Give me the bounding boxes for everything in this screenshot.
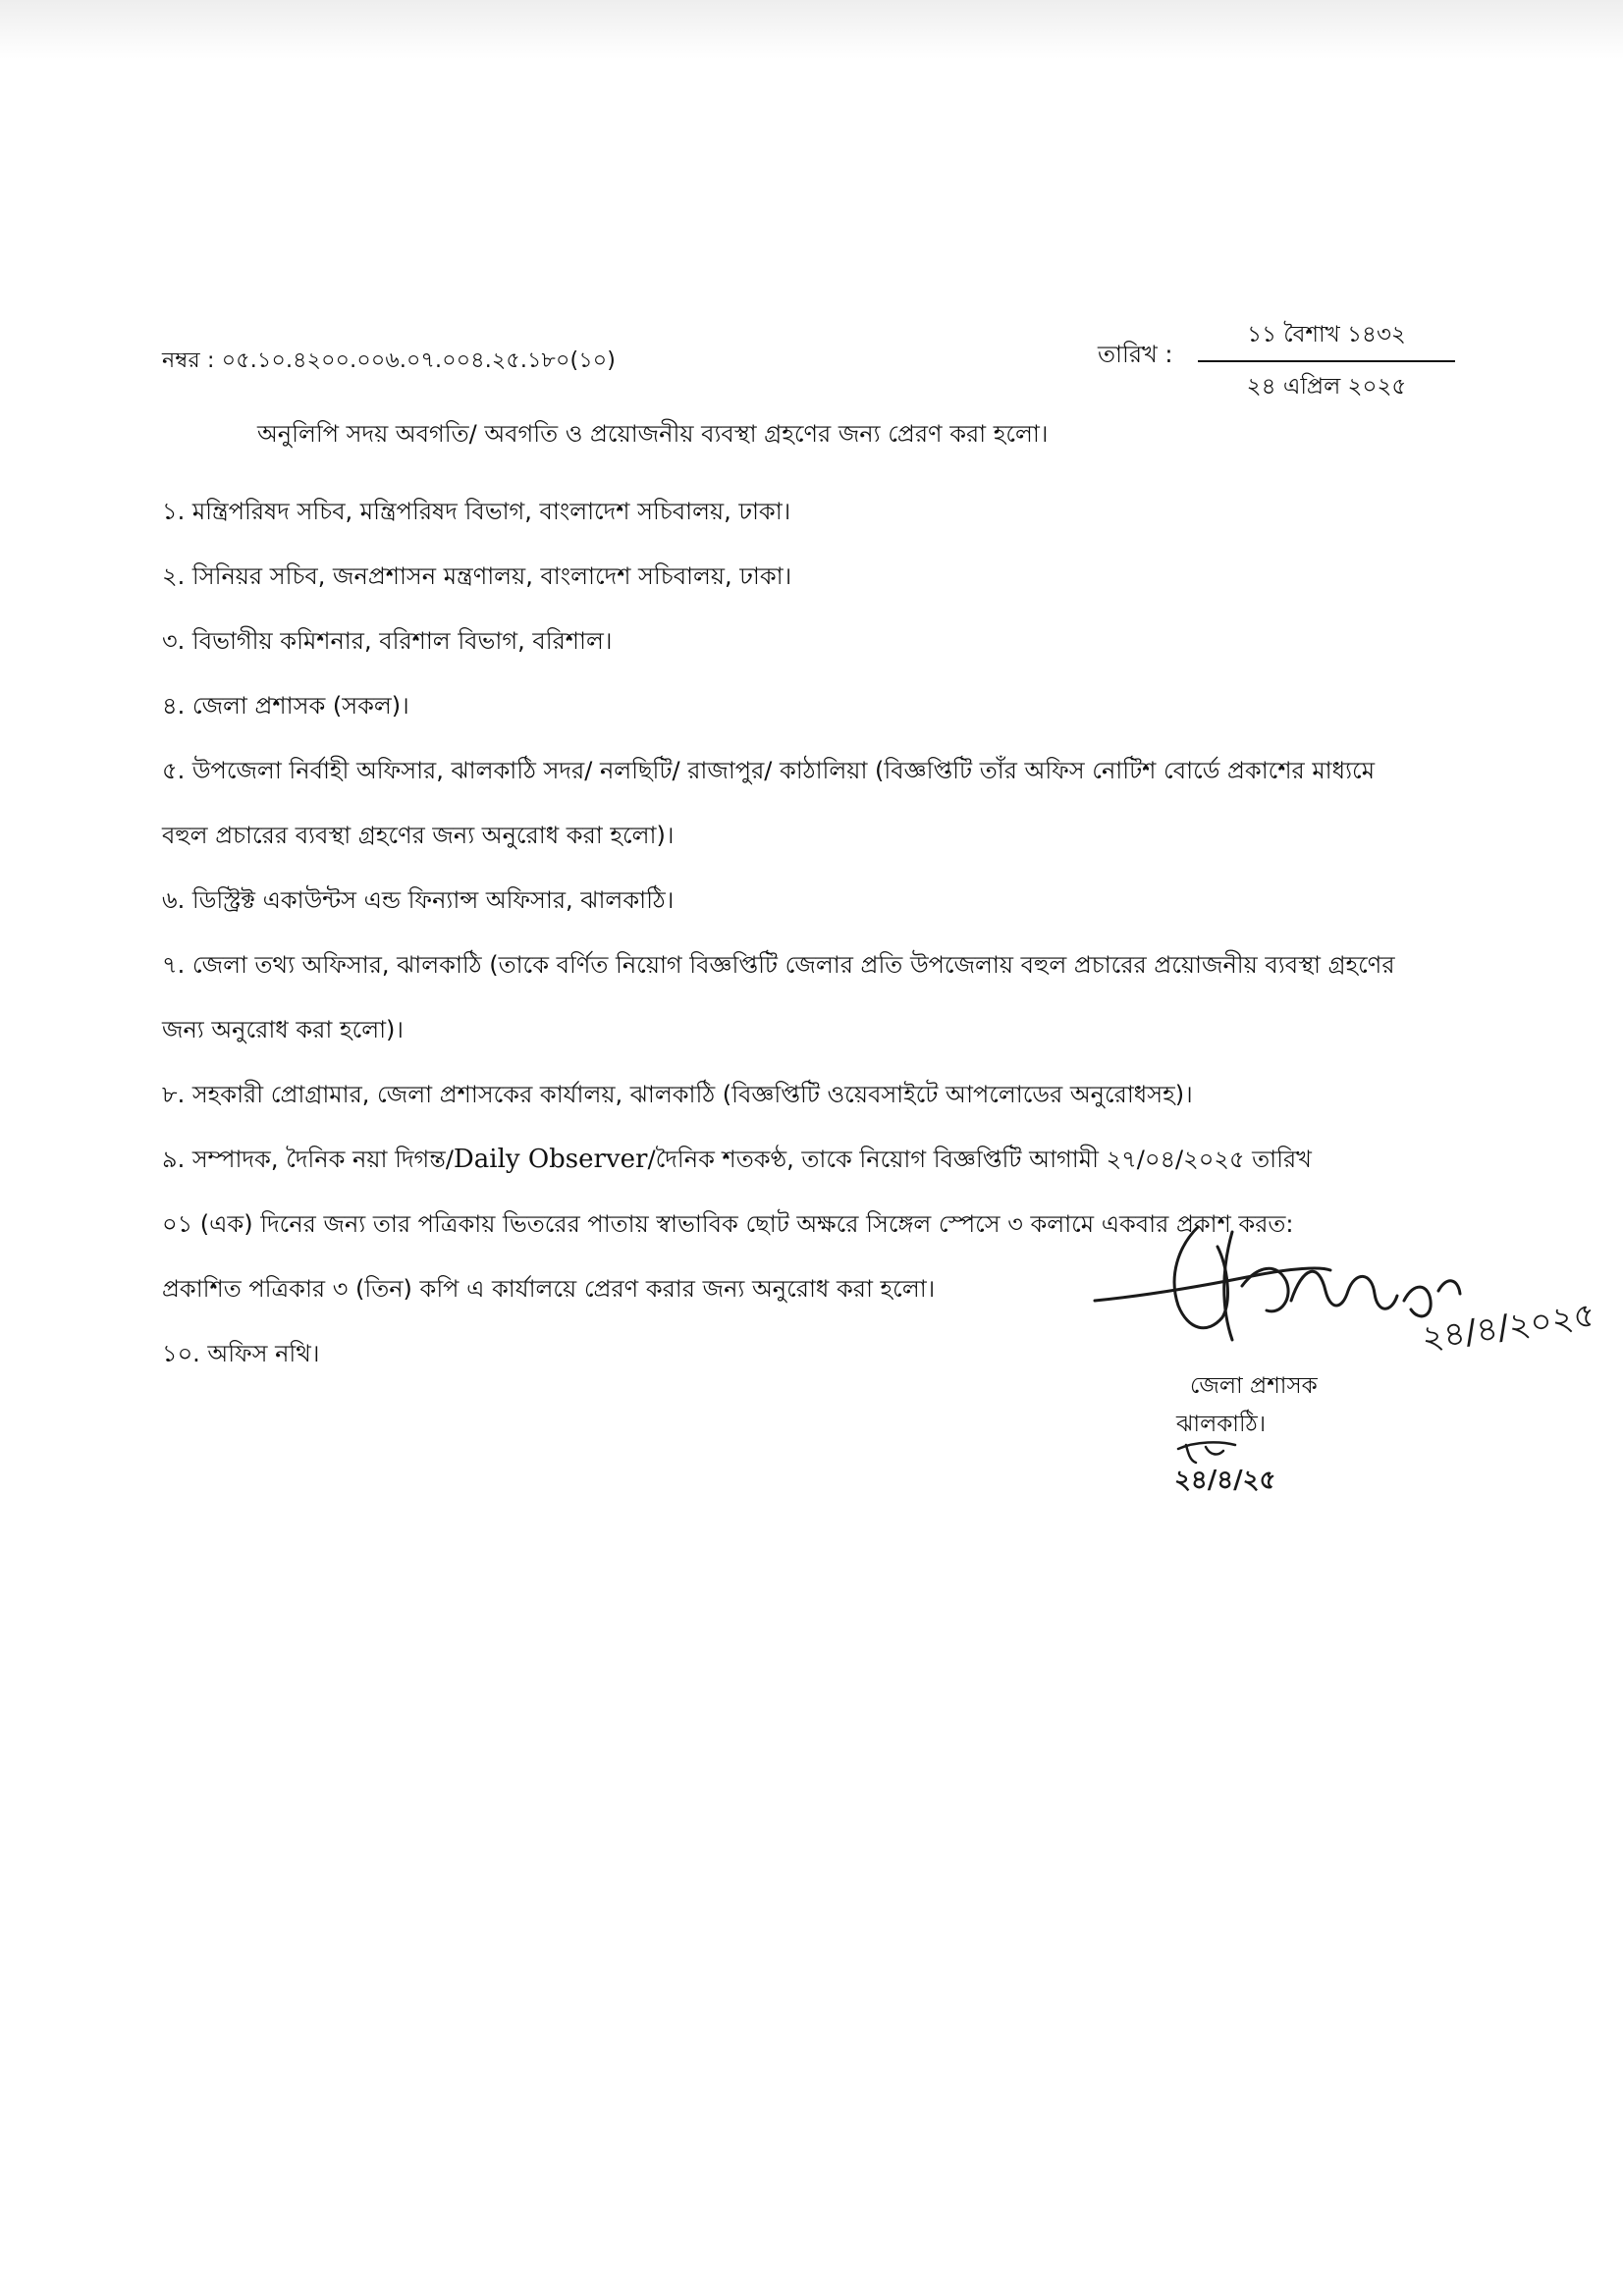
memo-number: নম্বর : ০৫.১০.৪২০০.০০৬.০৭.০০৪.২৫.১৮০(১০) [162,348,617,373]
recipient-item-10: ১০. অফিস নথি। [162,1340,320,1367]
recipient-item-3: ৩. বিভাগীয় কমিশনার, বরিশাল বিভাগ, বরিশাল। [162,627,613,655]
handwritten-initial [1166,1431,1294,1500]
recipient-item-2: ২. সিনিয়র সচিব, জনপ্রশাসন মন্ত্রণালয়, বাংলাদেশ সচিবালয়, ঢাকা। [162,562,792,590]
recipient-item-9 [162,1127,1478,1192]
recipient-item-1: ১. মন্ত্রিপরিষদ সচিব, মন্ত্রিপরিষদ বিভাগ, বাংলাদেশ সচিবালয়, ঢাকা। [162,498,791,525]
recipient-item-8: ৮. সহকারী প্রোগ্রামার, জেলা প্রশাসকের কার্যালয়, ঝালকাঠি (বিজ্ঞপ্তিটি ওয়েবসাইটে আপলোডের অনুরোধসহ)। [162,1081,1193,1108]
recipient-item-7: ৭. জেলা তথ্য অফিসার, ঝালকাঠি (তাকে বর্ণিত নিয়োগ বিজ্ঞপ্তিটি জেলার প্রতি উপজেলায় বহুল প্রচারের প্রয়োজনীয় ব্যবস্থা গ্রহণের [162,951,1395,979]
recipient-item-5: ৫. উপজেলা নির্বাহী অফিসার, ঝালকাঠি সদর/ নলছিটি/ রাজাপুর/ কাঠালিয়া (বিজ্ঞপ্তিটি তাঁর অফিস নোটিশ বোর্ডে প্রকাশের মাধ্যমে [162,757,1376,784]
recipient-item-4: ৪. জেলা প্রশাসক (সকল)। [162,692,409,720]
initial-date: ২৪/৪/২৫ [1174,1466,1276,1495]
copy-intro: অনুলিপি সদয় অবগতি/ অবগতি ও প্রয়োজনীয় ব্যবস্থা গ্রহণের জন্য প্রেরণ করা হলো। [257,420,1049,448]
signatory-title: জেলা প্রশাসক [1190,1373,1318,1399]
recipient-item-5-cont: বহুল প্রচারের ব্যবস্থা গ্রহণের জন্য অনুরোধ করা হলো)। [162,822,675,849]
handwritten-signature [1085,1207,1598,1374]
item9-prefix: ৯. সম্পাদক, দৈনিক নয়া দিগন্ত/ [162,1146,454,1173]
date-bangla: ১১ বৈশাখ ১৪৩২ [1247,322,1406,347]
date-block [1198,316,1455,406]
scan-edge-shadow [0,0,1623,59]
signatory-place: ঝালকাঠি। [1176,1412,1267,1437]
recipient-item-6: ৬. ডিস্ট্রিক্ট একাউন্টস এন্ড ফিন্যান্স অফিসার, ঝালকাঠি। [162,886,675,914]
item9-suffix: /দৈনিক শতকণ্ঠ, তাকে নিয়োগ বিজ্ঞপ্তিটি আগামী ২৭/০৪/২০২৫ তারিখ [647,1146,1312,1173]
recipient-item-7-cont: জন্য অনুরোধ করা হলো)। [162,1016,405,1043]
date-english: ২৪ এপ্রিল ২০২৫ [1246,374,1407,400]
recipient-item-9-cont: ০১ (এক) দিনের জন্য তার পত্রিকায় ভিতরের পাতায় স্বাভাবিক ছোট অক্ষরে সিঙ্গেল স্পেসে ৩ কলামে একবার প্রকাশ করত: [162,1210,1294,1238]
date-label: তারিখ : [1098,341,1173,368]
recipient-item-9-cont2: প্রকাশিত পত্রিকার ৩ (তিন) কপি এ কার্যালয়ে প্রেরণ করার জন্য অনুরোধ করা হলো। [162,1275,936,1303]
signature-date: ২৪/৪/২০২৫ [1419,1295,1598,1359]
item9-newspaper-english: Daily Observer [453,1145,648,1174]
